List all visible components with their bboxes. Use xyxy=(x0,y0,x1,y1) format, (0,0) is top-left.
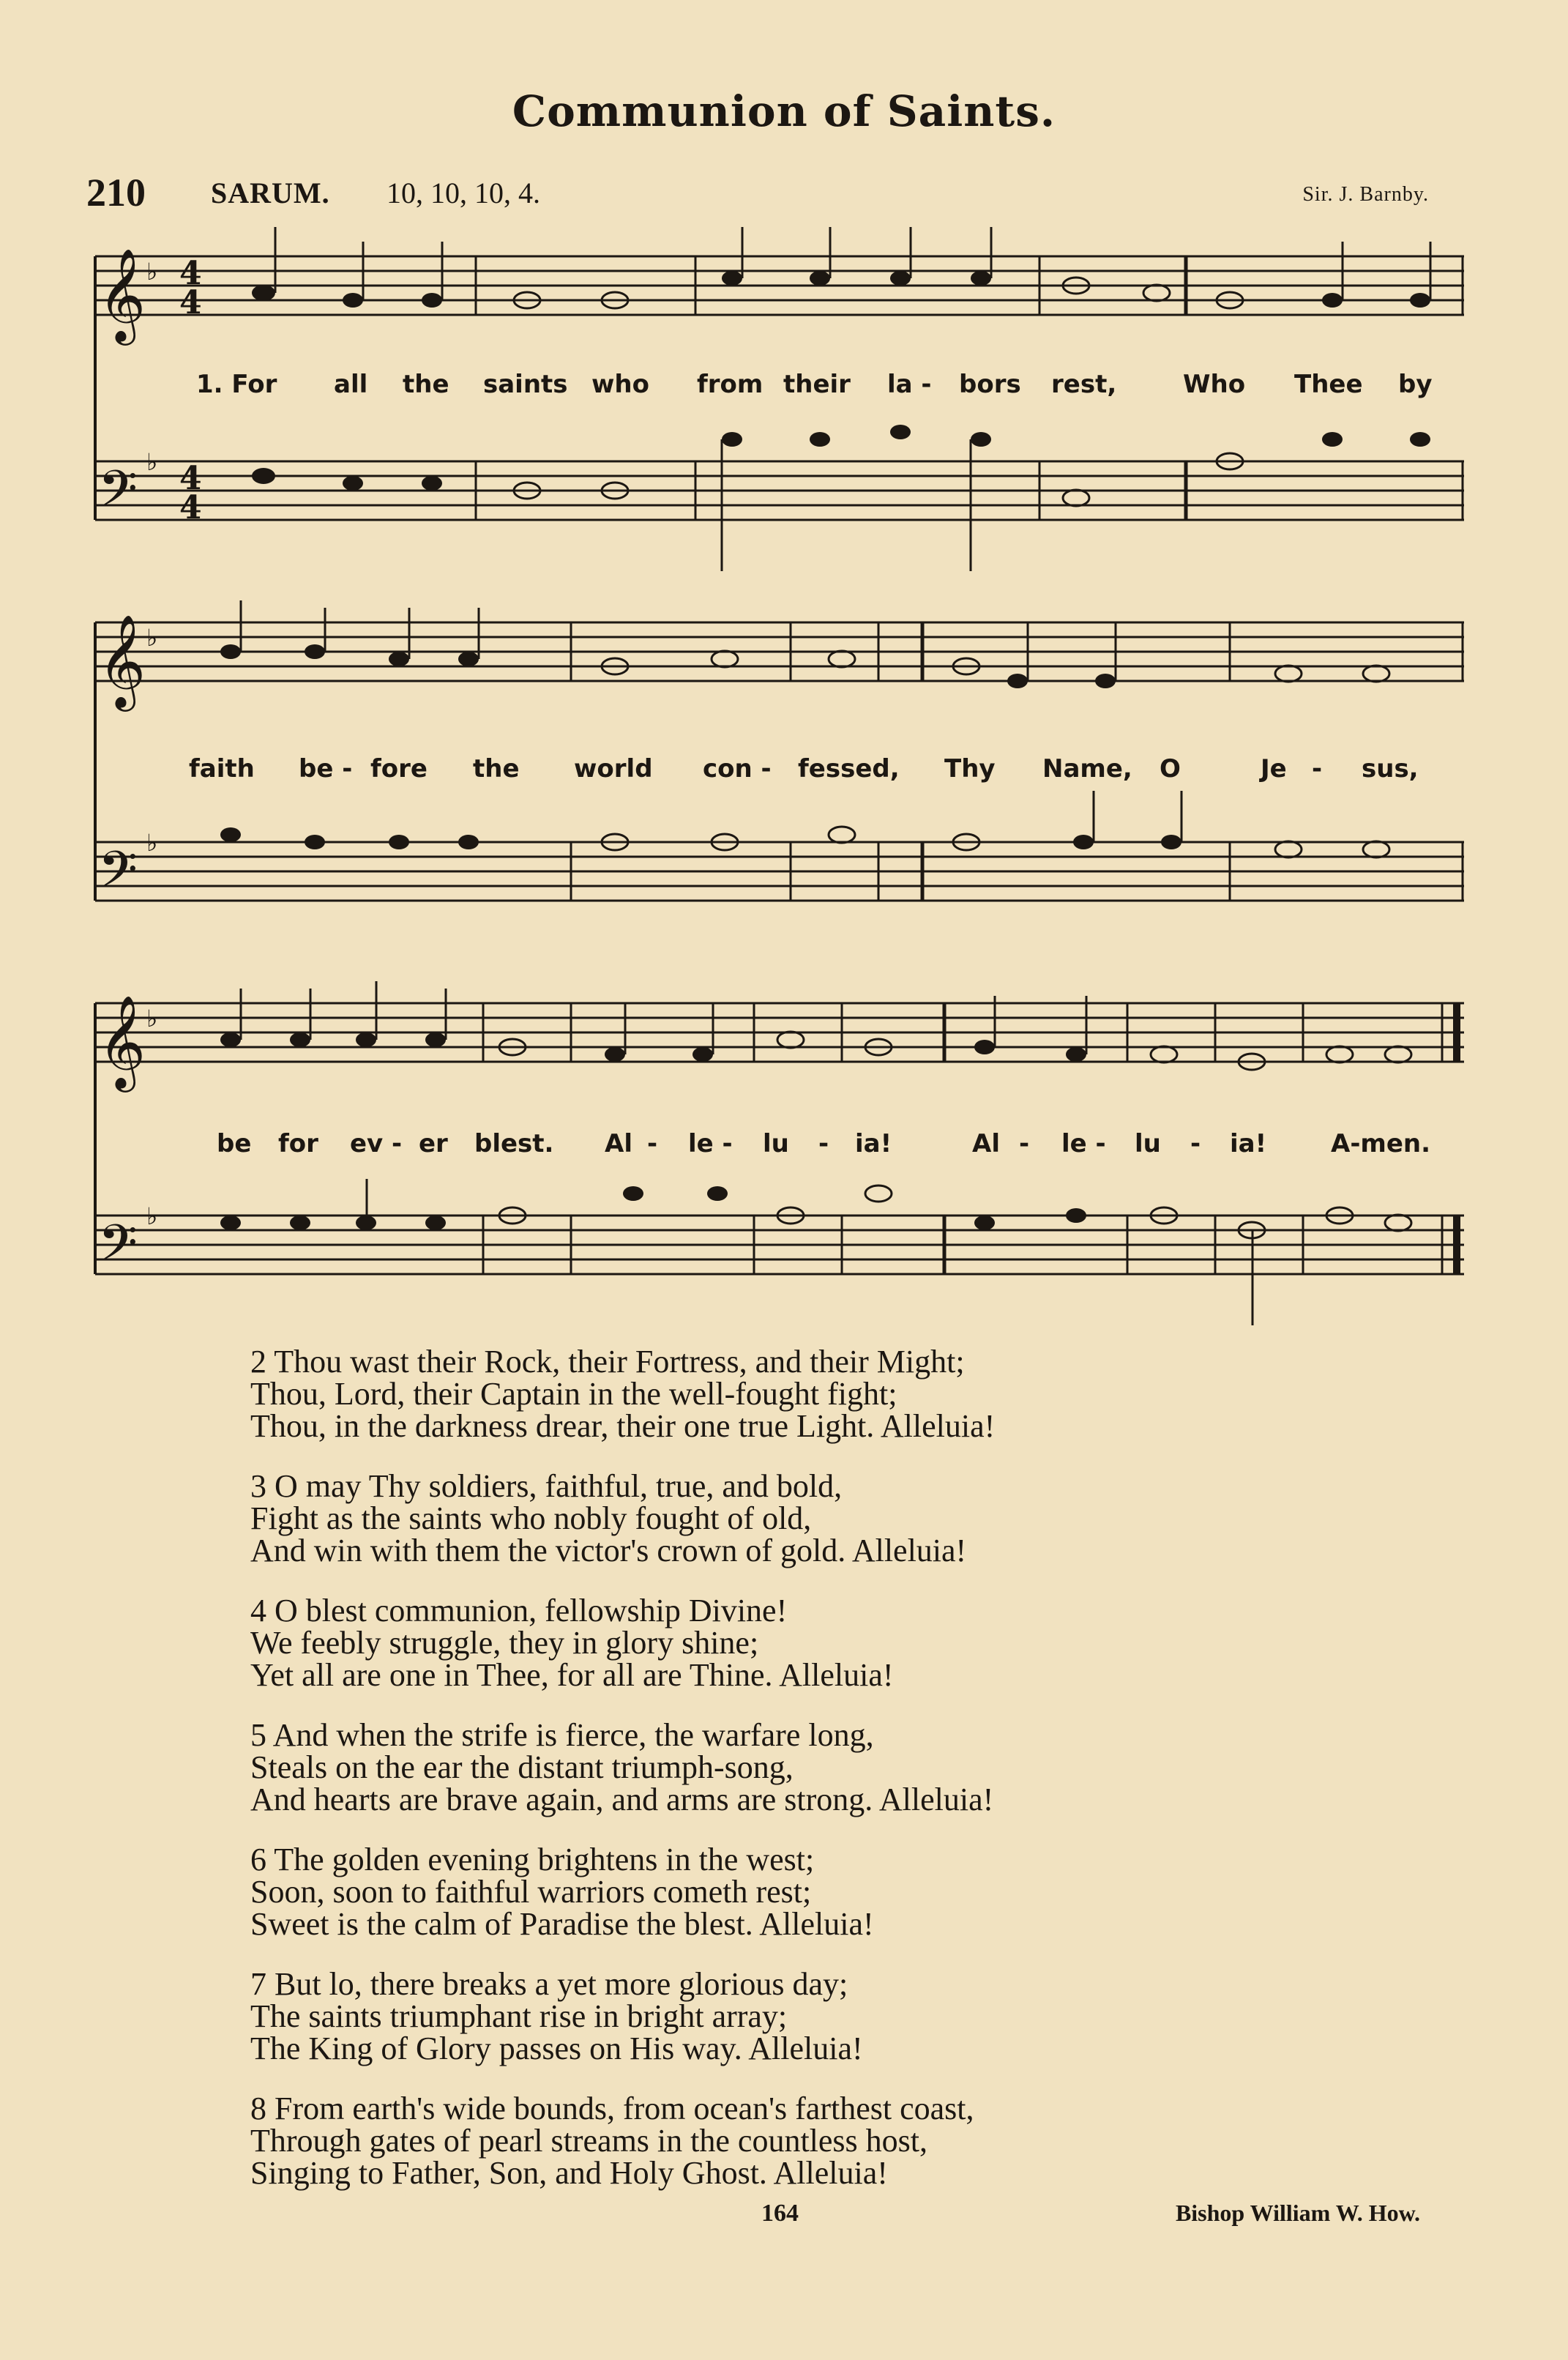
lyric-word: - xyxy=(1312,754,1323,783)
lyric-word: from xyxy=(697,370,764,399)
svg-text:𝄢: 𝄢 xyxy=(98,840,138,912)
svg-text:𝄢: 𝄢 xyxy=(98,459,138,531)
lyric-word: rest, xyxy=(1051,370,1117,399)
stanza-line: And win with them the victor's crown of gold. Alleluia! xyxy=(250,1533,967,1568)
lyric-word: their xyxy=(783,370,851,399)
svg-text:4: 4 xyxy=(179,284,202,321)
lyric-word: Thy xyxy=(944,754,996,783)
lyric-word: Who xyxy=(1183,370,1246,399)
lyric-word: Thee xyxy=(1294,370,1363,399)
lyric-word: - xyxy=(647,1129,658,1158)
lyric-word: er xyxy=(419,1129,448,1158)
stanza-line: 7 But lo, there breaks a yet more glorious day; xyxy=(250,1966,848,2002)
lyric-word: sus, xyxy=(1362,754,1419,783)
lyric-word: fessed, xyxy=(798,754,900,783)
lyric-word: Name, xyxy=(1042,754,1132,783)
stanza-line: Singing to Father, Son, and Holy Ghost. Alleluia! xyxy=(250,2155,888,2191)
svg-text:♭: ♭ xyxy=(146,258,158,286)
lyric-word: - xyxy=(1019,1129,1030,1158)
svg-text:♭: ♭ xyxy=(146,1202,158,1230)
svg-text:♭: ♭ xyxy=(146,624,158,652)
lyric-word: le - xyxy=(688,1129,733,1158)
lyric-word: - xyxy=(818,1129,829,1158)
lyric-word: for xyxy=(278,1129,318,1158)
lyric-word: world xyxy=(574,754,653,783)
svg-text:𝄞: 𝄞 xyxy=(98,994,146,1088)
lyric-word: Je xyxy=(1261,754,1287,783)
lyric-word: le - xyxy=(1061,1129,1106,1158)
stanza-3 xyxy=(250,1470,1422,1567)
stanza-line: The saints triumphant rise in bright array; xyxy=(250,1998,788,2034)
stanza-line: The King of Glory passes on His way. Alleluia! xyxy=(250,2030,863,2066)
tune-name: SARUM. xyxy=(211,176,330,209)
svg-text:♭: ♭ xyxy=(146,1005,158,1032)
stanza-8 xyxy=(250,2093,1422,2189)
stanza-line: 5 And when the strife is fierce, the warfare long, xyxy=(250,1717,874,1753)
stanza-line: We feebly struggle, they in glory shine; xyxy=(250,1625,759,1661)
svg-text:4: 4 xyxy=(179,460,202,497)
lyric-word: saints xyxy=(483,370,568,399)
stanza-6 xyxy=(250,1844,1422,1940)
lyric-word: la - xyxy=(887,370,932,399)
hymn-meter: 10, 10, 10, 4. xyxy=(387,176,540,209)
lyric-word: O xyxy=(1160,754,1181,783)
lyric-word: the xyxy=(473,754,520,783)
stanza-2 xyxy=(250,1346,1422,1443)
stanza-4 xyxy=(250,1595,1422,1691)
stanza-5 xyxy=(250,1719,1422,1816)
lyric-word: Al xyxy=(972,1129,1000,1158)
lyric-word: ev - xyxy=(350,1129,403,1158)
lyric-word: be xyxy=(217,1129,252,1158)
lyric-word: A-men. xyxy=(1331,1129,1431,1158)
svg-text:♭: ♭ xyxy=(146,448,158,476)
lyric-word: all xyxy=(334,370,368,399)
stanza-line: 4 O blest communion, fellowship Divine! xyxy=(250,1593,788,1628)
lyric-word: lu xyxy=(1135,1129,1161,1158)
stanza-line: 3 O may Thy soldiers, faithful, true, and bold, xyxy=(250,1468,843,1504)
author-credit: Bishop William W. How. xyxy=(1175,2200,1420,2226)
lyric-word: by xyxy=(1398,370,1433,399)
lyric-word: 1. For xyxy=(196,370,277,399)
stanza-7 xyxy=(250,1968,1422,2065)
stanza-line: Sweet is the calm of Paradise the blest. Alleluia! xyxy=(250,1906,874,1942)
stanza-line: Soon, soon to faithful warriors cometh rest; xyxy=(250,1874,812,1910)
lyric-word: ia! xyxy=(1230,1129,1267,1158)
svg-text:♭: ♭ xyxy=(146,829,158,857)
music-system-2 xyxy=(88,600,1464,952)
page-title: Communion of Saints. xyxy=(512,86,1056,136)
lyric-word: the xyxy=(403,370,449,399)
svg-text:𝄞: 𝄞 xyxy=(98,614,146,707)
svg-text:𝄢: 𝄢 xyxy=(98,1213,138,1285)
hymn-number: 210 xyxy=(86,171,146,215)
lyric-word: be - xyxy=(299,754,353,783)
music-notation-2 xyxy=(88,600,1464,952)
stanza-line: 2 Thou wast their Rock, their Fortress, and their Might; xyxy=(250,1344,965,1380)
stanza-line: Yet all are one in Thee, for all are Thine. Alleluia! xyxy=(250,1657,894,1693)
lyric-word: - xyxy=(1190,1129,1201,1158)
svg-text:4: 4 xyxy=(179,255,202,292)
page-number: 164 xyxy=(761,2200,799,2227)
stanza-line: Thou, Lord, their Captain in the well-fought fight; xyxy=(250,1376,897,1412)
music-system-1 xyxy=(88,220,1464,586)
svg-text:4: 4 xyxy=(179,489,202,526)
stanza-line: 6 The golden evening brightens in the west; xyxy=(250,1842,815,1877)
stanza-line: Steals on the ear the distant triumph-song, xyxy=(250,1749,794,1785)
hymn-header xyxy=(86,170,1429,221)
lyric-word: ia! xyxy=(855,1129,892,1158)
svg-text:𝄞: 𝄞 xyxy=(98,247,146,341)
stanzas xyxy=(250,1346,1422,2217)
lyric-word: fore xyxy=(370,754,428,783)
lyric-word: blest. xyxy=(474,1129,554,1158)
lyric-word: lu xyxy=(763,1129,789,1158)
lyric-word: Al xyxy=(605,1129,632,1158)
stanza-line: Through gates of pearl streams in the countless host, xyxy=(250,2123,928,2159)
stanza-line: And hearts are brave again, and arms are strong. Alleluia! xyxy=(250,1782,994,1817)
lyric-word: con - xyxy=(703,754,772,783)
composer-credit: Sir. J. Barnby. xyxy=(1302,183,1429,206)
lyric-word: bors xyxy=(959,370,1021,399)
music-notation-1 xyxy=(88,220,1464,586)
stanza-line: Fight as the saints who nobly fought of old, xyxy=(250,1500,812,1536)
stanza-line: Thou, in the darkness drear, their one true Light. Alleluia! xyxy=(250,1408,996,1444)
lyric-word: who xyxy=(591,370,649,399)
lyric-word: faith xyxy=(189,754,255,783)
stanza-line: 8 From earth's wide bounds, from ocean's farthest coast, xyxy=(250,2091,974,2126)
